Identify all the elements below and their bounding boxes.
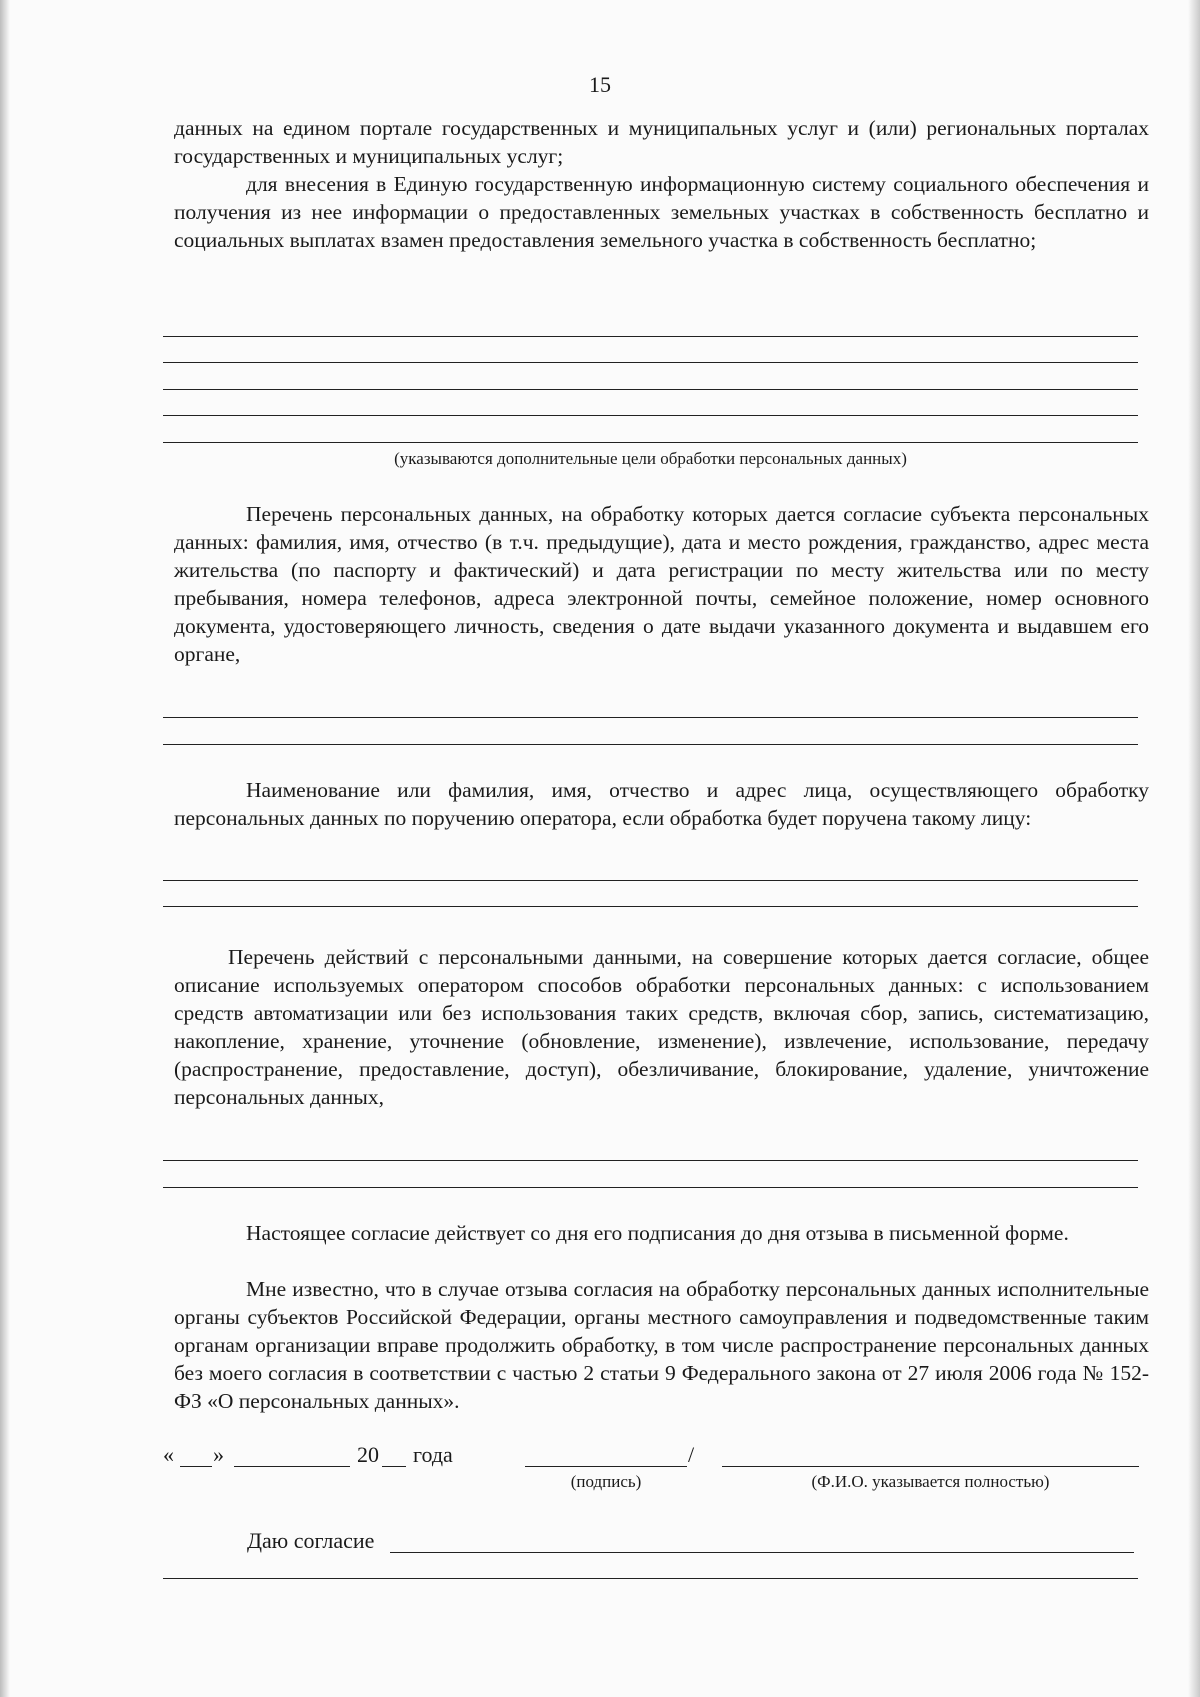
date-close-quote: » xyxy=(213,1442,224,1467)
month-field[interactable] xyxy=(234,1466,350,1467)
consent-field[interactable] xyxy=(390,1552,1134,1553)
paragraph-revocation: Мне известно, что в случае отзыва согласия на обработку персональных данных исполнительные органы субъектов Российской Федерации, органы местного самоуправления и подведомственные таким органам организации вправе продолжить обработку, в том числе распространение персональных данных без моего согласия в соответствии с частью 2 статьи 9 Федерального закона от 27 июля 2006 года № 152-ФЗ «О персональных данных». xyxy=(174,1277,1149,1413)
blank-line xyxy=(163,906,1138,907)
full-name-field[interactable] xyxy=(722,1466,1139,1467)
blank-line xyxy=(163,1187,1138,1188)
year-suffix: года xyxy=(413,1442,453,1467)
page-number: 15 xyxy=(589,72,611,97)
caption-additional-purposes: (указываются дополнительные цели обработки персональных данных) xyxy=(394,449,907,468)
day-field[interactable] xyxy=(180,1466,212,1467)
caption-full-name: (Ф.И.О. указывается полностью) xyxy=(811,1472,1050,1491)
blank-line xyxy=(163,362,1138,363)
scan-edge-right xyxy=(1188,0,1200,1697)
year-prefix: 20 xyxy=(357,1442,379,1467)
caption-signature: (подпись) xyxy=(570,1472,642,1491)
paragraph-actions-list: Перечень действий с персональными данными, на совершение которых дается согласие, общее описание используемых оператором способов обработки персональных данных: с использованием средств автоматизации или без использования таких средств, включая сбор, запись, систематизацию, накопление, хранение, уточнение (обновление, изменение), извлечение, использование, передачу (распространение, предоставление, доступ), обезличивание, блокирование, удаление, уничтожение персональных данных, xyxy=(174,945,1149,1109)
consent-field-line-2[interactable] xyxy=(163,1578,1138,1579)
date-open-quote: « xyxy=(163,1442,174,1467)
blank-line xyxy=(163,389,1138,390)
consent-label: Даю согласие xyxy=(247,1528,375,1553)
paragraph-validity: Настоящее согласие действует со дня его подписания до дня отзыва в письменной форме. xyxy=(246,1221,1069,1245)
scan-edge-left xyxy=(0,0,10,1697)
signature-slash: / xyxy=(688,1442,695,1467)
blank-line xyxy=(163,744,1138,745)
paragraph-processor-name: Наименование или фамилия, имя, отчество и адрес лица, осуществляющего обработку персональных данных по поручению оператора, если обработка будет поручена такому лицу: xyxy=(174,778,1149,830)
signature-field[interactable] xyxy=(525,1466,687,1467)
blank-line xyxy=(163,442,1138,443)
blank-line xyxy=(163,880,1138,881)
paragraph-portal: данных на едином портале государственных и муниципальных услуг и (или) региональных порталах государственных и муниципальных услуг; xyxy=(174,116,1149,168)
paragraph-personal-data-list: Перечень персональных данных, на обработку которых дается согласие субъекта персональных данных: фамилия, имя, отчество (в т.ч. предыдущие), дата и место рождения, гражданство, адрес места жительства (по паспорту и фактический) и дата регистрации по месту жительства или по месту пребывания, номера телефонов, адреса электронной почты, семейное положение, номер основного документа, удостоверяющего личность, сведения о дате выдачи указанного документа и выдавшем его органе, xyxy=(174,502,1149,666)
paragraph-egisso: для внесения в Единую государственную информационную систему социального обеспечения и получения из нее информации о предоставленных земельных участках в собственность бесплатно и социальных выплатах взамен предоставления земельного участка в собственность бесплатно; xyxy=(174,172,1149,252)
blank-line xyxy=(163,717,1138,718)
year-field[interactable] xyxy=(382,1466,406,1467)
blank-line xyxy=(163,336,1138,337)
blank-line xyxy=(163,1160,1138,1161)
blank-line xyxy=(163,415,1138,416)
